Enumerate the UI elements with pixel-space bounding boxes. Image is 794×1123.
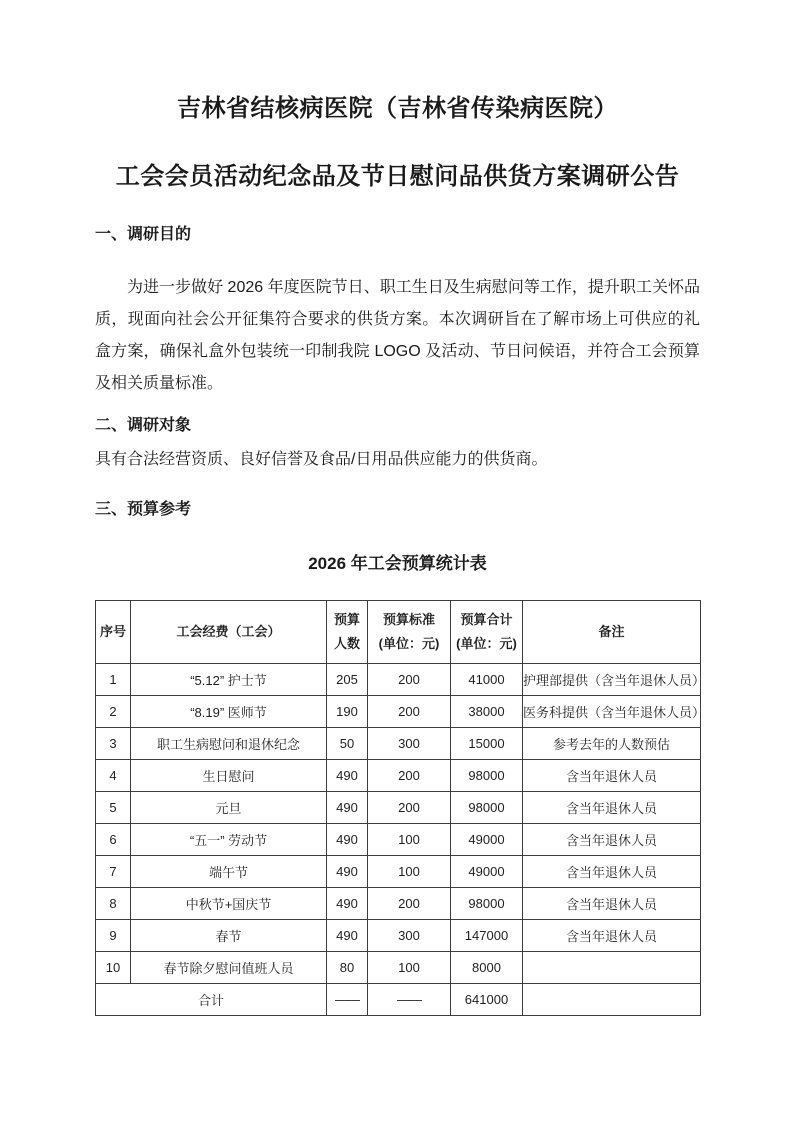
table-cell: 6: [96, 824, 131, 856]
total-row: [96, 984, 701, 1016]
budget-table-header: [96, 601, 701, 664]
table-cell: 205: [327, 664, 368, 696]
total-amount-cell: 641000: [451, 984, 523, 1016]
column-header: 预算合计 (单位：元): [451, 601, 523, 664]
table-cell: 490: [327, 824, 368, 856]
table-cell: 医务科提供（含当年退休人员）: [523, 696, 701, 728]
table-cell: 38000: [451, 696, 523, 728]
table-cell: 含当年退休人员: [523, 888, 701, 920]
total-remark-cell: [523, 984, 701, 1016]
budget-table: [95, 600, 706, 1016]
table-cell: 100: [368, 824, 451, 856]
table-cell: 490: [327, 920, 368, 952]
table-cell: 参考去年的人数预估: [523, 728, 701, 760]
table-cell: 春节: [131, 920, 327, 952]
table-cell: 4: [96, 760, 131, 792]
table-cell: 490: [327, 856, 368, 888]
table-cell: 3: [96, 728, 131, 760]
table-row: [96, 728, 701, 760]
table-cell: 生日慰问: [131, 760, 327, 792]
column-header: 预算标准 (单位：元): [368, 601, 451, 664]
table-cell: “8.19” 医师节: [131, 696, 327, 728]
section-heading-research-purpose: 一、调研目的: [95, 226, 192, 243]
table-cell: 7: [96, 856, 131, 888]
table-cell: 300: [368, 920, 451, 952]
table-cell: 15000: [451, 728, 523, 760]
table-row: [96, 664, 701, 696]
table-cell: 含当年退休人员: [523, 760, 701, 792]
table-row: [96, 696, 701, 728]
table-cell: 含当年退休人员: [523, 824, 701, 856]
table-cell: 200: [368, 888, 451, 920]
section-body-research-target: 具有合法经营资质、良好信誉及食品/日用品供应能力的供货商。: [95, 451, 548, 468]
table-cell: 护理部提供（含当年退休人员）: [523, 664, 701, 696]
table-cell: 147000: [451, 920, 523, 952]
budget-table-body: [96, 664, 706, 984]
table-cell: 80: [327, 952, 368, 984]
table-row: [96, 952, 701, 984]
table-cell: 春节除夕慰问值班人员: [131, 952, 327, 984]
table-cell: 5: [96, 792, 131, 824]
table-cell: 50: [327, 728, 368, 760]
table-row: [96, 760, 701, 792]
budget-table-footer: [96, 984, 701, 1016]
table-cell: 8000: [451, 952, 523, 984]
table-row: [96, 856, 701, 888]
table-cell: 300: [368, 728, 451, 760]
table-cell: 200: [368, 792, 451, 824]
table-cell: 490: [327, 792, 368, 824]
section-heading-budget-reference: 三、预算参考: [95, 501, 192, 518]
table-cell: 49000: [451, 824, 523, 856]
budget-table-title: 2026 年工会预算统计表: [308, 554, 487, 573]
table-cell: 98000: [451, 760, 523, 792]
column-header: 序号: [96, 601, 131, 664]
document-subtitle: 工会会员活动纪念品及节日慰问品供货方案调研公告: [115, 163, 680, 190]
table-cell: 1: [96, 664, 131, 696]
table-cell: 元旦: [131, 792, 327, 824]
table-cell: 490: [327, 888, 368, 920]
table-cell: 200: [368, 760, 451, 792]
total-standard-cell: ——: [368, 984, 451, 1016]
column-header: 预算 人数: [327, 601, 368, 664]
total-people-cell: ——: [327, 984, 368, 1016]
table-cell: “五一” 劳动节: [131, 824, 327, 856]
table-row: [96, 792, 701, 824]
table-cell: 2: [96, 696, 131, 728]
table-cell: 98000: [451, 888, 523, 920]
table-cell: 9: [96, 920, 131, 952]
total-label-cell: 合计: [96, 984, 327, 1016]
table-row: [96, 888, 701, 920]
table-row: [96, 824, 701, 856]
column-header: 工会经费（工会）: [131, 601, 327, 664]
table-cell: 41000: [451, 664, 523, 696]
table-cell: 含当年退休人员: [523, 792, 701, 824]
table-cell: 含当年退休人员: [523, 920, 701, 952]
document-title: 吉林省结核病医院（吉林省传染病医院）: [177, 95, 618, 122]
table-cell: 中秋节+国庆节: [131, 888, 327, 920]
section-heading-research-target: 二、调研对象: [95, 417, 192, 434]
table-cell: 职工生病慰问和退休纪念: [131, 728, 327, 760]
section-body-research-purpose: 为进一步做好 2026 年度医院节日、职工生日及生病慰问等工作，提升职工关怀品质，现面向社会公开征集符合要求的供货方案。本次调研旨在了解市场上可供应的礼盒方案，确保礼盒外包装统一印制我院 LOGO 及活动、节日问候语，并符合工会预算及相关质量标准。: [95, 279, 700, 392]
table-cell: 100: [368, 952, 451, 984]
table-cell: [523, 952, 701, 984]
column-header: 备注: [523, 601, 701, 664]
table-cell: 490: [327, 760, 368, 792]
table-cell: 含当年退休人员: [523, 856, 701, 888]
header-row: [96, 601, 701, 664]
table-cell: 8: [96, 888, 131, 920]
table-cell: 49000: [451, 856, 523, 888]
table-cell: 98000: [451, 792, 523, 824]
table-cell: 200: [368, 664, 451, 696]
table-cell: 10: [96, 952, 131, 984]
table-cell: “5.12” 护士节: [131, 664, 327, 696]
table-row: [96, 920, 701, 952]
table-cell: 端午节: [131, 856, 327, 888]
table-cell: 190: [327, 696, 368, 728]
table-cell: 200: [368, 696, 451, 728]
table-cell: 100: [368, 856, 451, 888]
